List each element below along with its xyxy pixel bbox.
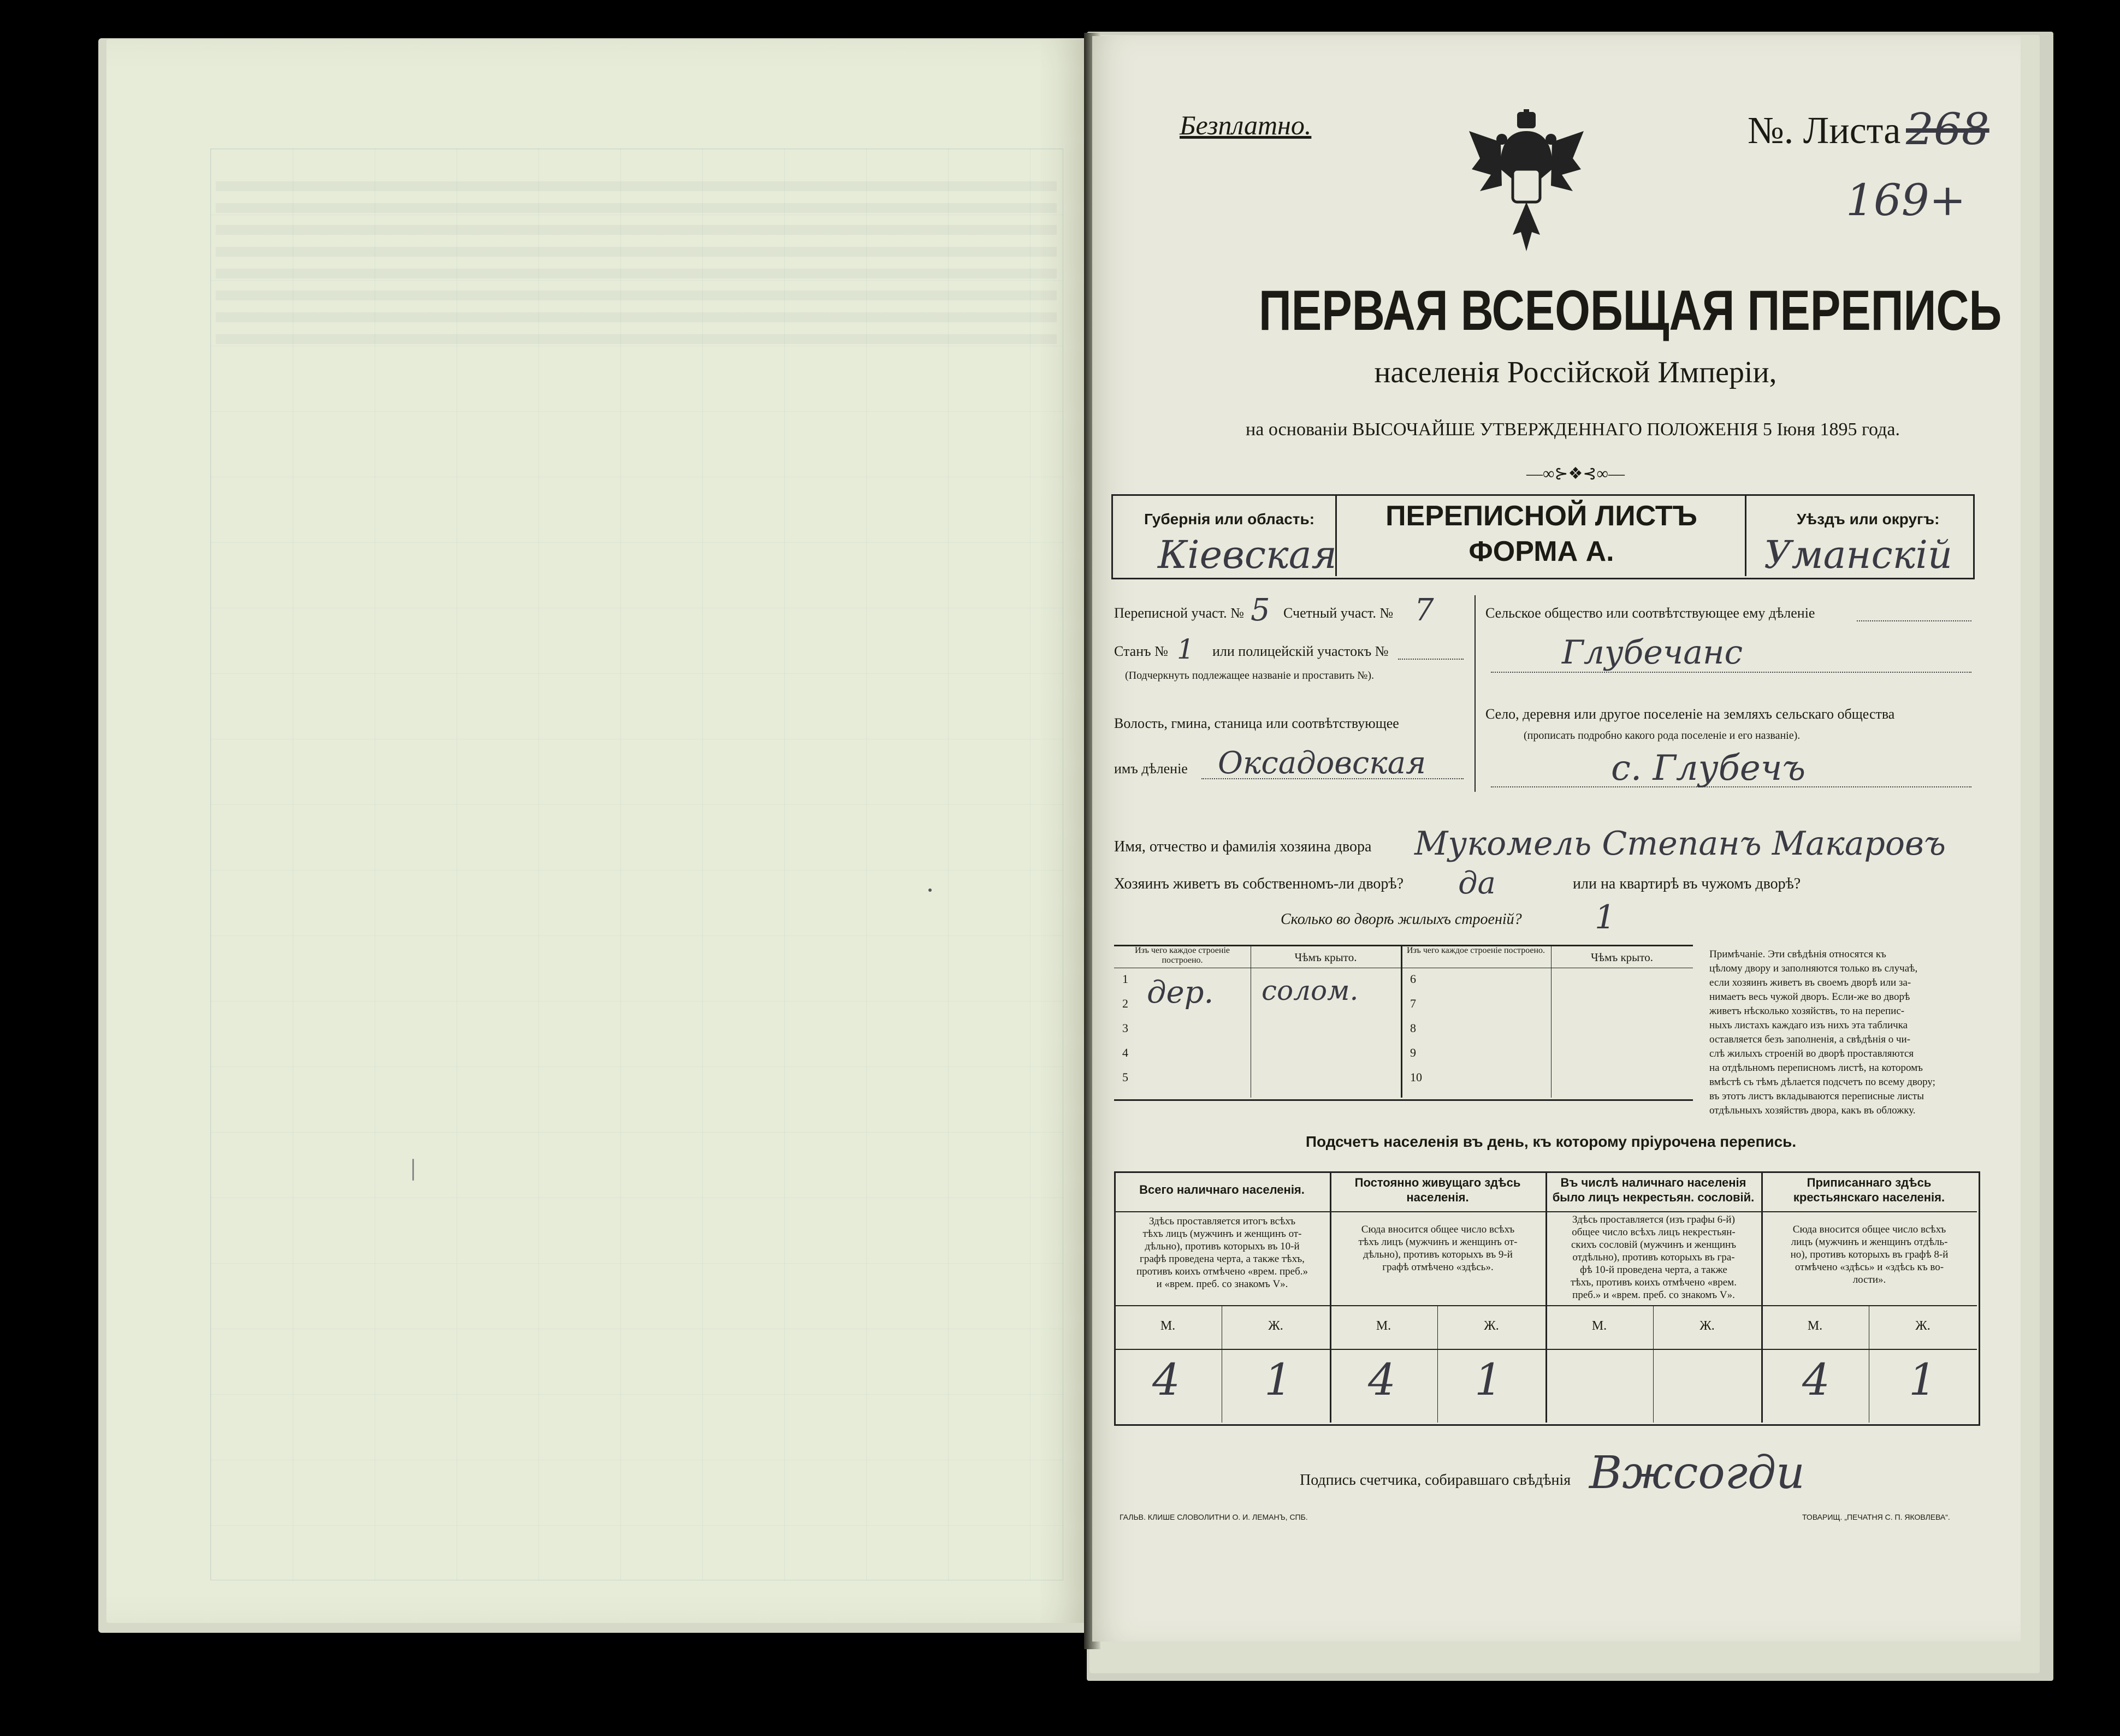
population-table [1114, 1171, 1980, 1426]
desc-line: Сюда вносится общее число всѣхъ [1792, 1224, 1946, 1235]
note-line: цѣлому двору и заполняются только въ случаѣ, [1709, 963, 1918, 974]
selo-label: Село, деревня или другое поселеніе на земляхъ сельскаго общества [1485, 706, 1895, 722]
pop-col-title: Приписаннаго здѣсь крестьянскаго населенія. [1793, 1176, 1945, 1204]
buildings-value: 1 [1595, 898, 1616, 937]
imperial-eagle-icon [1469, 109, 1584, 257]
population-heading: Подсчетъ населенія въ день, къ которому пріурочена перепись. [1305, 1133, 1797, 1150]
printer-right: ТОВАРИЩ. „ПЕЧАТНЯ С. П. ЯКОВЛЕВА“. [1802, 1513, 1950, 1521]
stan-value: 1 [1177, 633, 1194, 665]
note-line: отдѣльныхъ хозяйствъ двора, какъ въ обложку. [1709, 1105, 1916, 1116]
female-label: Ж. [1484, 1319, 1499, 1333]
ink-dot [928, 888, 932, 892]
row1-material: дер. [1147, 975, 1214, 1010]
desc-line: фѣ 10-й проведена черта, а также [1580, 1264, 1727, 1276]
selo-note: (прописать подробно какого рода поселеніе и его названіе). [1524, 730, 1801, 742]
desc-line: но), противъ которыхъ въ графѣ 8-й [1790, 1249, 1949, 1260]
row-number: 6 [1410, 972, 1416, 986]
desc-line: и «врем. преб. со знакомъ V». [1156, 1278, 1288, 1290]
pop-col-desc [1118, 1215, 1326, 1290]
note-line: въ этотъ листъ вкладываются переписные листы [1709, 1091, 1924, 1102]
note-line: Примѣчаніе. Эти свѣдѣнія относятся къ [1709, 949, 1886, 960]
row1-roof: солом. [1262, 975, 1359, 1006]
desc-line: лости». [1852, 1274, 1886, 1285]
female-label: Ж. [1699, 1319, 1715, 1333]
desc-line: скихъ сословій (мужчинъ и женщинъ [1571, 1239, 1737, 1251]
pop-col-title: Постоянно живущаго здѣсь населенія. [1354, 1176, 1521, 1204]
desc-line: тѣхъ лицъ (мужчинъ и женщинъ от- [1358, 1236, 1518, 1248]
count-ascribed-f: 1 [1909, 1354, 1937, 1405]
desc-line: отмѣчено «здѣсь» и «здѣсь къ во- [1795, 1261, 1944, 1273]
selskoe-value: Глубечанс [1562, 633, 1743, 672]
note-block [1709, 947, 1982, 1118]
perepisnoy-value: 5 [1251, 593, 1270, 628]
row-number: 8 [1410, 1021, 1416, 1035]
col-material: Изъ чего каждое строеніе построено. [1134, 946, 1230, 965]
pop-col-desc [1334, 1223, 1542, 1273]
left-page-bleed-through [216, 181, 1057, 356]
note-line: нимаетъ весь чужой дворъ. Если-же во дворѣ [1709, 991, 1910, 1003]
note-line: слѣ жилыхъ строеній во дворѣ проставляются [1709, 1048, 1914, 1059]
pop-col-desc [1550, 1213, 1757, 1301]
col-roof: Чѣмъ крыто. [1294, 951, 1357, 964]
row-number: 5 [1122, 1070, 1128, 1084]
signature-value: Вжсогди [1589, 1447, 1805, 1499]
count-total-m: 4 [1152, 1354, 1180, 1405]
desc-line: Здѣсь проставляется (изъ графы 6-й) [1572, 1214, 1735, 1225]
list-form: ФОРМА А. [1468, 536, 1614, 567]
count-total-f: 1 [1264, 1354, 1292, 1405]
sheet-number-label: №. Листа [1748, 110, 1901, 152]
desc-line: графѣ отмѣчено «здѣсь». [1382, 1261, 1494, 1273]
male-label: М. [1591, 1319, 1607, 1333]
uezd-label: Уѣздъ или округъ: [1797, 511, 1940, 528]
note-line: оставляется безъ заполненія, а свѣдѣнія о чи- [1709, 1034, 1911, 1045]
sheet-number-old: 268 [1906, 104, 1989, 155]
left-page [106, 39, 1089, 1623]
row-number: 1 [1122, 972, 1128, 986]
row-number: 3 [1122, 1021, 1128, 1035]
perepisnoy-label: Переписной участ. № [1114, 605, 1244, 621]
free-label: Безплатно. [1180, 110, 1312, 140]
note-line: ныхъ листахъ каждаго изъ нихъ эта табличка [1709, 1020, 1908, 1031]
row-number: 7 [1410, 997, 1416, 1010]
male-label: М. [1807, 1319, 1823, 1333]
count-permanent-f: 1 [1474, 1354, 1502, 1405]
note-line: живетъ нѣсколько хозяйствъ, то на перепис- [1709, 1005, 1905, 1017]
note-line: вмѣстѣ съ тѣмъ дѣлается подсчетъ по всему двору; [1709, 1076, 1935, 1088]
owner-label: Имя, отчество и фамилія хозяина двора [1114, 838, 1372, 855]
desc-line: отдѣльно), противъ которыхъ въ гра- [1572, 1252, 1735, 1263]
note-line: на отдѣльномъ переписномъ листѣ, на которомъ [1709, 1062, 1923, 1074]
rent-label: или на квартирѣ въ чужомъ дворѣ? [1573, 875, 1801, 892]
list-title: ПЕРЕПИСНОЙ ЛИСТЪ [1385, 500, 1697, 532]
stan-label: Станъ № [1114, 643, 1168, 659]
ornament-divider: —∞⊱❖⊰∞— [1526, 465, 1625, 483]
note-line: если хозяинъ живетъ въ своемъ дворѣ или за- [1709, 977, 1911, 988]
gubernia-value: Кіевская [1158, 532, 1337, 577]
owner-value: Мукомель Степанъ Макаровъ [1414, 825, 1946, 863]
desc-line: преб.» и «врем. преб. со знакомъ V». [1572, 1289, 1735, 1301]
male-label: М. [1160, 1319, 1176, 1333]
row-number: 9 [1410, 1046, 1416, 1059]
volost-value: Оксадовская [1218, 745, 1426, 781]
row-number: 10 [1410, 1070, 1422, 1084]
printer-left: ГАЛЬВ. КЛИШЕ СЛОВОЛИТНИ О. И. ЛЕМАНЪ, СПБ. [1120, 1513, 1308, 1521]
volost-label: Волость, гмина, станица или соотвѣтствующее [1114, 715, 1399, 731]
schetny-label: Счетный участ. № [1283, 605, 1394, 621]
desc-line: графѣ проведена черта, а также тѣхъ, [1140, 1253, 1305, 1265]
desc-line: тѣхъ, противъ коихъ отмѣчено «врем. [1571, 1277, 1737, 1288]
desc-line: Здѣсь проставляется итогъ всѣхъ [1148, 1216, 1296, 1227]
police-label: или полицейскій участокъ № [1212, 643, 1389, 659]
desc-line: лицъ (мужчинъ и женщинъ отдѣль- [1791, 1236, 1948, 1248]
desc-line: дѣльно), противъ которыхъ въ 9-й [1363, 1249, 1513, 1260]
col-material-2: Изъ чего каждое строеніе построено. [1406, 946, 1545, 955]
female-label: Ж. [1268, 1319, 1283, 1333]
count-permanent-m: 4 [1368, 1354, 1396, 1405]
desc-line: дѣльно), противъ которыхъ въ 10-й [1145, 1241, 1300, 1252]
selskoe-label: Сельское общество или соотвѣтствующее ему дѣленіе [1485, 605, 1815, 621]
pop-col-title: Всего наличнаго населенія. [1139, 1183, 1305, 1196]
census-subtitle: населенія Россійской Имперіи, [1374, 356, 1777, 389]
own-yard-value: да [1458, 866, 1496, 901]
male-label: М. [1376, 1319, 1391, 1333]
desc-line: Сюда вносится общее число всѣхъ [1361, 1224, 1515, 1235]
pop-col-desc [1766, 1223, 1973, 1286]
selo-value: с. Глубечъ [1611, 748, 1806, 789]
own-yard-label: Хозяинъ живетъ въ собственномъ-ли дворѣ? [1114, 875, 1404, 892]
underline-note: (Подчеркнуть подлежащее названіе и проставить №). [1125, 669, 1374, 682]
female-label: Ж. [1915, 1319, 1930, 1333]
schetny-value: 7 [1414, 593, 1434, 628]
row-number: 2 [1122, 997, 1128, 1010]
count-ascribed-m: 4 [1802, 1354, 1830, 1405]
uezd-value: Уманскій [1764, 532, 1952, 577]
row-number: 4 [1122, 1046, 1128, 1059]
volost-label-2: имъ дѣленіе [1114, 761, 1188, 777]
gubernia-label: Губернія или область: [1144, 511, 1315, 528]
buildings-label: Сколько во дворѣ жилыхъ строеній? [1281, 911, 1522, 928]
pop-col-title: Въ числѣ наличнаго населенія было лицъ некрестьян. сословій. [1552, 1176, 1755, 1204]
col-roof-2: Чѣмъ крыто. [1591, 951, 1653, 964]
sheet-number-new: 169+ [1846, 175, 1966, 226]
ink-mark [412, 1159, 414, 1181]
census-title: ПЕРВАЯ ВСЕОБЩАЯ ПЕРЕПИСЬ [1259, 279, 2002, 342]
desc-line: противъ коихъ отмѣчено «врем. преб.» [1136, 1266, 1308, 1277]
census-basis: на основаніи ВЫСОЧАЙШЕ УТВЕРЖДЕННАГО ПОЛОЖЕНІЯ 5 Іюня 1895 года. [1246, 419, 1900, 440]
left-page-faint-table [210, 149, 1063, 1580]
desc-line: тѣхъ лицъ (мужчинъ и женщинъ от- [1142, 1228, 1302, 1240]
desc-line: общее число всѣхъ лицъ некрестьян- [1572, 1227, 1736, 1238]
signature-label: Подпись счетчика, собиравшаго свѣдѣнія [1300, 1472, 1571, 1489]
